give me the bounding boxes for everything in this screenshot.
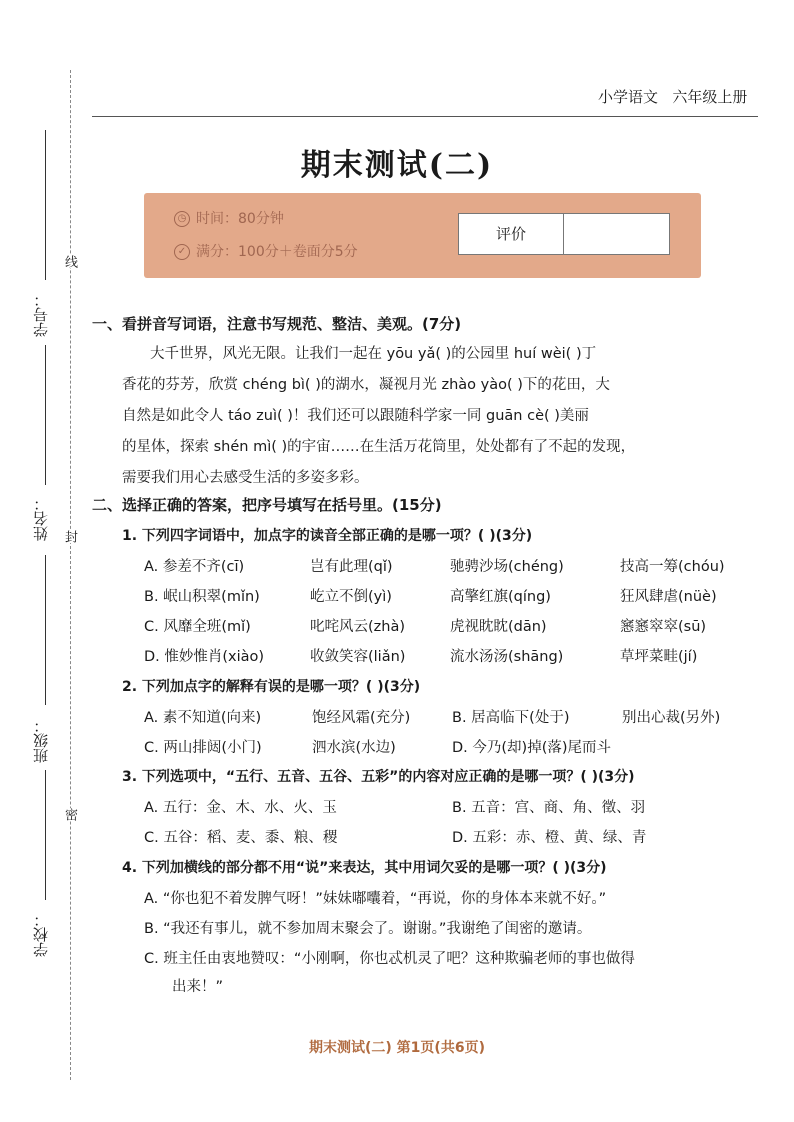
check-circle-icon: ✓ <box>174 244 190 260</box>
header-rule <box>92 116 758 117</box>
page-title: 期末测试(二) <box>300 148 494 183</box>
section1-line-4: 的星体，探索 shén mì( )的宇宙……在生活万花筒里，处处都有了不起的发现， <box>122 439 636 455</box>
seal-feng: 封 <box>62 530 77 543</box>
q3-option-c: C. 五谷：稻、麦、黍、粮、稷 <box>144 830 338 846</box>
school-field[interactable] <box>45 770 46 900</box>
q2-c-1: C. 两山排闼(小门) <box>144 740 262 756</box>
q1-a-2: 岂有此理(qǐ) <box>310 559 393 575</box>
q3-option-b: B. 五音：宫、商、角、徵、羽 <box>452 800 646 816</box>
q1-d-4: 草坪菜畦(jí) <box>620 649 698 665</box>
section1-line-1: 大千世界，风光无限。让我们一起在 yōu yǎ( )的公园里 huí wèi( )丁 <box>150 346 597 362</box>
school-label: 学校： <box>32 912 50 957</box>
seal-xian: 线 <box>62 255 77 268</box>
q4-option-a: A. “你也犯不着发脾气呀！”妹妹嘟囔着，“再说，你的身体本来就不好。” <box>144 891 607 907</box>
q4-stem: 4. 下列加横线的部分都不用“说”来表达，其中用词欠妥的是哪一项？( )(3分) <box>122 860 607 876</box>
seal-mi: 密 <box>62 808 77 821</box>
time-text: 时间：80分钟 <box>196 211 284 227</box>
grade-label: 六年级上册 <box>672 88 748 106</box>
q2-d-1: D. 今乃(却)掉(落)尾而斗 <box>452 740 612 756</box>
section1-line-5: 需要我们用心去感受生活的多姿多彩。 <box>122 470 369 486</box>
section1-line-3: 自然是如此令人 táo zuì( )！我们还可以跟随科学家一同 guān cè( )美丽 <box>122 408 589 424</box>
page-footer: 期末测试(二) 第1页(共6页) <box>309 1040 485 1056</box>
evaluation-field[interactable] <box>564 214 668 254</box>
q1-a-3: 驰骋沙场(chéng) <box>450 559 564 575</box>
name-label: 姓名： <box>32 496 50 541</box>
q1-b-4: 狂风肆虐(nüè) <box>620 589 717 605</box>
q2-c-2: 泗水滨(水边) <box>312 740 396 756</box>
q1-d-3: 流水汤汤(shāng) <box>450 649 564 665</box>
q1-a-4: 技高一筹(chóu) <box>620 559 725 575</box>
subject-grade-header <box>598 86 747 107</box>
q2-b-1: B. 居高临下(处于) <box>452 710 570 726</box>
q2-b-2: 别出心裁(另外) <box>622 710 721 726</box>
q1-stem: 1. 下列四字词语中，加点字的读音全部正确的是哪一项？( )(3分) <box>122 528 533 544</box>
q1-c-3: 虎视眈眈(dān) <box>450 619 547 635</box>
q4-option-b: B. “我还有事儿，就不参加周末聚会了。谢谢。”我谢绝了闺密的邀请。 <box>144 921 592 937</box>
subject-label: 小学语文 <box>598 88 659 106</box>
q1-c-2: 叱咤风云(zhà) <box>310 619 406 635</box>
score-text: 满分：100分＋卷面分5分 <box>196 244 358 260</box>
q3-option-a: A. 五行：金、木、水、火、玉 <box>144 800 337 816</box>
class-label: 班级： <box>32 718 50 763</box>
q1-a-1: A. 参差不齐(cī) <box>144 559 245 575</box>
evaluation-box <box>458 213 670 255</box>
q2-a-2: 饱经风霜(充分) <box>312 710 411 726</box>
q1-b-1: B. 岷山积翠(mǐn) <box>144 589 260 605</box>
q4-option-c: C. 班主任由衷地赞叹：“小刚啊，你也忒机灵了吧？这种欺骗老师的事也做得 <box>144 951 635 967</box>
q3-option-d: D. 五彩：赤、橙、黄、绿、青 <box>452 830 647 846</box>
student-number-field[interactable] <box>45 130 46 280</box>
student-number-label: 学号： <box>32 292 50 337</box>
q1-b-3: 高擎红旗(qíng) <box>450 589 551 605</box>
class-field[interactable] <box>45 555 46 705</box>
clock-icon: ◷ <box>174 211 190 227</box>
section1-heading: 一、看拼音写词语，注意书写规范、整洁、美观。(7分) <box>92 315 462 333</box>
q2-a-1: A. 素不知道(向来) <box>144 710 262 726</box>
q1-c-1: C. 风靡全班(mǐ) <box>144 619 251 635</box>
q1-d-1: D. 惟妙惟肖(xiào) <box>144 649 265 665</box>
q1-d-2: 收敛笑容(liǎn) <box>310 649 406 665</box>
score-line <box>174 241 358 261</box>
q1-b-2: 屹立不倒(yì) <box>310 589 392 605</box>
q4-option-c-cont: 出来！” <box>172 979 224 995</box>
q3-stem: 3. 下列选项中，“五行、五音、五谷、五彩”的内容对应正确的是哪一项？( )(3分) <box>122 769 635 785</box>
q2-stem: 2. 下列加点字的解释有误的是哪一项？( )(3分) <box>122 679 421 695</box>
time-line <box>174 208 284 228</box>
section2-heading: 二、选择正确的答案，把序号填写在括号里。(15分) <box>92 496 442 514</box>
binding-dashed-line <box>70 70 71 1080</box>
section1-line-2: 香花的芬芳，欣赏 chéng bì( )的湖水，凝视月光 zhào yào( )下的花田，大 <box>122 377 610 393</box>
evaluation-label: 评价 <box>459 214 564 254</box>
name-field[interactable] <box>45 345 46 485</box>
q1-c-4: 窸窸窣窣(sū) <box>620 619 707 635</box>
